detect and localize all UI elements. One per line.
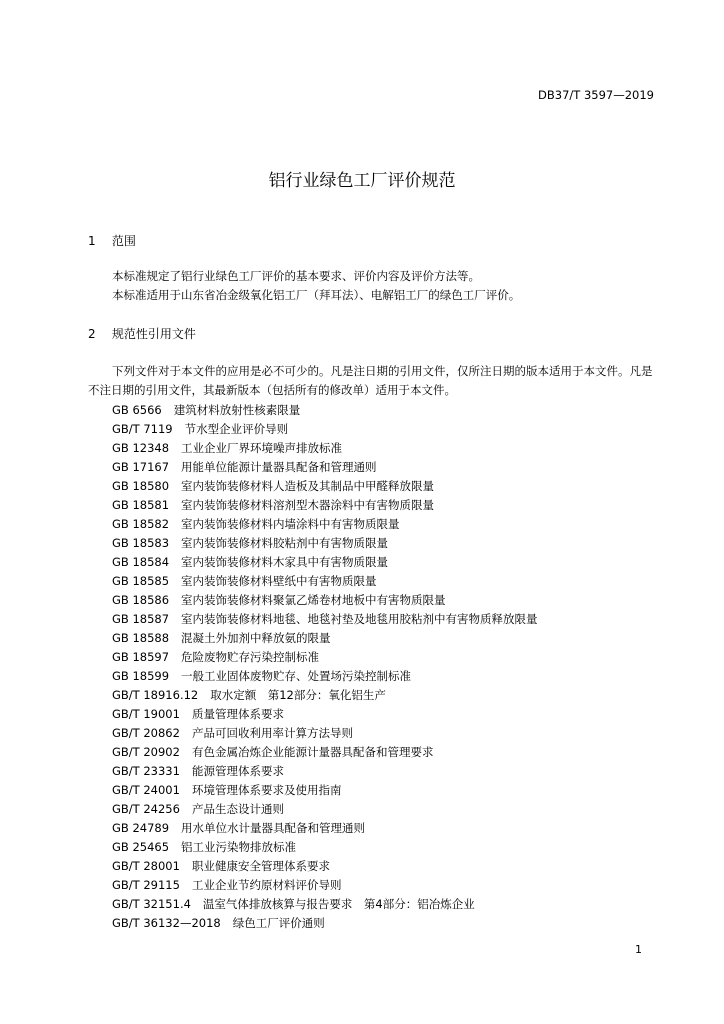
reference-title: 取水定额 第12部分：氧化铝生产 <box>210 688 386 702</box>
reference-item <box>112 629 538 648</box>
reference-item <box>112 648 538 667</box>
reference-code: GB/T 29115 <box>112 878 180 892</box>
reference-code: GB 12348 <box>112 441 170 455</box>
reference-title: 工业企业厂界环境噪声排放标准 <box>181 441 343 455</box>
reference-title: 绿色工厂评价通则 <box>232 916 325 930</box>
reference-title: 工业企业节约原材料评价导则 <box>191 878 342 892</box>
reference-item <box>112 705 538 724</box>
reference-code: GB/T 20862 <box>112 726 180 740</box>
reference-title: 能源管理体系要求 <box>191 764 284 778</box>
reference-title: 室内装饰装修材料壁纸中有害物质限量 <box>181 574 377 588</box>
reference-item <box>112 686 538 705</box>
reference-title: 一般工业固体废物贮存、处置场污染控制标准 <box>181 669 412 683</box>
normative-references-list <box>112 401 538 933</box>
section-1-title: 范围 <box>111 234 136 248</box>
section-2-intro <box>88 362 656 400</box>
reference-code: GB 18587 <box>112 612 170 626</box>
section-2-title: 规范性引用文件 <box>111 327 196 341</box>
reference-code: GB 18581 <box>112 498 170 512</box>
reference-code: GB/T 19001 <box>112 707 180 721</box>
reference-title: 室内装饰装修材料地毯、地毯衬垫及地毯用胶粘剂中有害物质释放限量 <box>181 612 538 626</box>
reference-item <box>112 857 538 876</box>
reference-code: GB/T 36132—2018 <box>112 916 221 930</box>
section-1-number: 1 <box>88 234 96 248</box>
reference-item <box>112 534 538 553</box>
reference-item <box>112 876 538 895</box>
reference-title: 用能单位能源计量器具配备和管理通则 <box>181 460 377 474</box>
reference-code: GB 18599 <box>112 669 170 683</box>
reference-title: 用水单位水计量器具配备和管理通则 <box>181 821 366 835</box>
reference-item <box>112 762 538 781</box>
reference-title: 职业健康安全管理体系要求 <box>191 859 330 873</box>
reference-code: GB/T 24001 <box>112 783 180 797</box>
reference-title: 室内装饰装修材料聚氯乙烯卷材地板中有害物质限量 <box>181 593 446 607</box>
reference-item <box>112 610 538 629</box>
reference-code: GB 24789 <box>112 821 170 835</box>
page-number: 1 <box>635 943 642 956</box>
reference-code: GB 18597 <box>112 650 170 664</box>
reference-title: 有色金属冶炼企业能源计量器具配备和管理要求 <box>191 745 434 759</box>
section-2-heading <box>88 325 196 342</box>
reference-code: GB 25465 <box>112 840 170 854</box>
reference-item <box>112 895 538 914</box>
reference-item <box>112 458 538 477</box>
reference-title: 危险废物贮存污染控制标准 <box>181 650 320 664</box>
reference-title: 质量管理体系要求 <box>191 707 284 721</box>
reference-title: 温室气体排放核算与报告要求 第4部分：铝冶炼企业 <box>202 897 475 911</box>
reference-code: GB 18585 <box>112 574 170 588</box>
reference-title: 室内装饰装修材料溶剂型木器涂料中有害物质限量 <box>181 498 435 512</box>
reference-code: GB/T 28001 <box>112 859 180 873</box>
reference-item <box>112 914 538 933</box>
reference-item <box>112 800 538 819</box>
reference-item <box>112 401 538 420</box>
reference-item <box>112 591 538 610</box>
reference-item <box>112 781 538 800</box>
reference-code: GB 17167 <box>112 460 170 474</box>
section-2-number: 2 <box>88 327 96 341</box>
doc-code: DB37/T 3597—2019 <box>538 88 654 102</box>
reference-item <box>112 838 538 857</box>
reference-item <box>112 439 538 458</box>
reference-code: GB 6566 <box>112 403 162 417</box>
reference-title: 产品可回收利用率计算方法导则 <box>191 726 353 740</box>
reference-code: GB 18588 <box>112 631 170 645</box>
reference-code: GB/T 23331 <box>112 764 180 778</box>
reference-code: GB/T 24256 <box>112 802 180 816</box>
reference-item <box>112 515 538 534</box>
reference-title: 节水型企业评价导则 <box>184 422 289 436</box>
reference-code: GB/T 18916.12 <box>112 688 199 702</box>
section-1-heading <box>88 232 136 249</box>
reference-item <box>112 572 538 591</box>
reference-title: 室内装饰装修材料人造板及其制品中甲醛释放限量 <box>181 479 435 493</box>
reference-code: GB 18580 <box>112 479 170 493</box>
reference-title: 混凝土外加剂中释放氨的限量 <box>181 631 331 645</box>
reference-item <box>112 496 538 515</box>
reference-title: 铝工业污染物排放标准 <box>181 840 297 854</box>
reference-title: 建筑材料放射性核素限量 <box>173 403 301 417</box>
reference-title: 室内装饰装修材料胶粘剂中有害物质限量 <box>181 536 389 550</box>
scope-paragraph-2: 本标准适用于山东省冶金级氧化铝工厂（拜耳法）、电解铝工厂的绿色工厂评价。 <box>112 288 521 302</box>
document-title: 铝行业绿色工厂评价规范 <box>268 171 456 191</box>
reference-code: GB 18584 <box>112 555 170 569</box>
reference-code: GB/T 20902 <box>112 745 180 759</box>
reference-item <box>112 667 538 686</box>
reference-item <box>112 477 538 496</box>
reference-code: GB 18586 <box>112 593 170 607</box>
scope-paragraph-1: 本标准规定了铝行业绿色工厂评价的基本要求、评价内容及评价方法等。 <box>112 269 480 283</box>
section-1-body <box>88 267 656 305</box>
reference-code: GB/T 7119 <box>112 422 173 436</box>
reference-code: GB/T 32151.4 <box>112 897 191 911</box>
reference-item <box>112 743 538 762</box>
reference-title: 环境管理体系要求及使用指南 <box>191 783 342 797</box>
reference-item <box>112 724 538 743</box>
reference-item <box>112 420 538 439</box>
reference-title: 室内装饰装修材料木家具中有害物质限量 <box>181 555 389 569</box>
reference-item <box>112 819 538 838</box>
reference-code: GB 18583 <box>112 536 170 550</box>
references-intro-paragraph: 下列文件对于本文件的应用是必不可少的。凡是注日期的引用文件，仅所注日期的版本适用于本文件。凡是不注日期的引用文件，其最新版本（包括所有的修改单）适用于本文件。 <box>88 364 653 397</box>
reference-title: 产品生态设计通则 <box>191 802 284 816</box>
reference-item <box>112 553 538 572</box>
reference-title: 室内装饰装修材料内墙涂料中有害物质限量 <box>181 517 400 531</box>
reference-code: GB 18582 <box>112 517 170 531</box>
